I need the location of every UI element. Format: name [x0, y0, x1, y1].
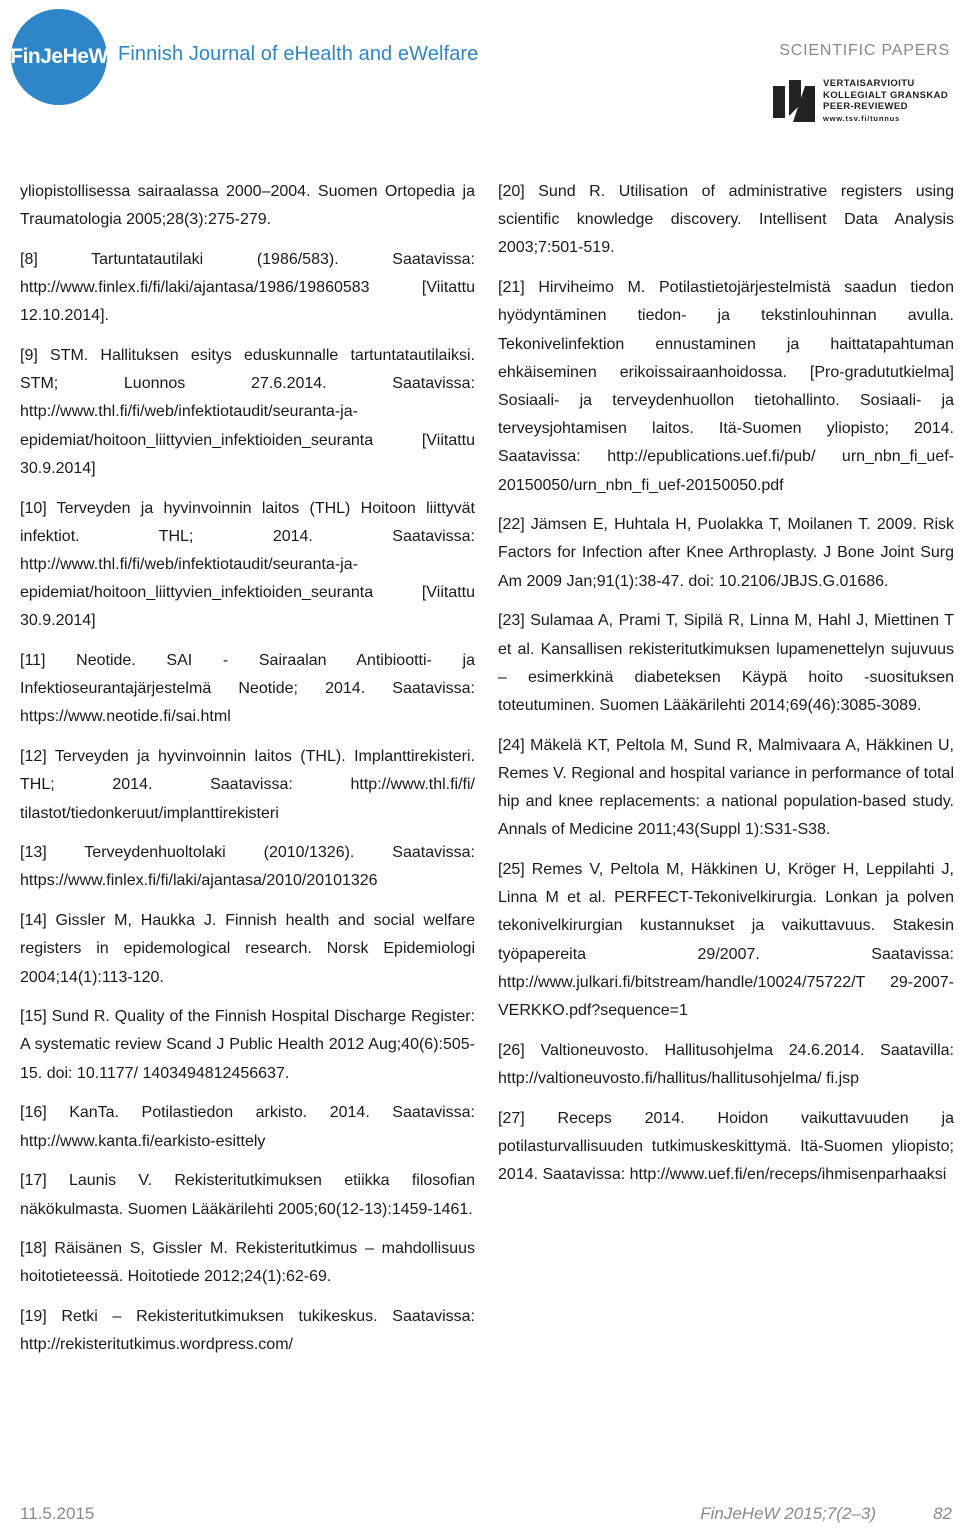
reference-text: [16] KanTa. Potilastiedon arkisto. 2014. Saatavissa: http://www.kanta.fi/earkisto-esittely — [20, 1104, 475, 1150]
reference-entry — [20, 1099, 475, 1155]
logo-text: FinJeHeW — [10, 45, 108, 68]
reference-text: [19] Retki – Rekisteritutkimuksen tukikeskus. Saatavissa: http://rekisteritutkimus.wordpress.com/ — [20, 1308, 475, 1354]
reference-text: [22] Jämsen E, Huhtala H, Puolakka T, Moilanen T. 2009. Risk Factors for Infection after Knee Arthroplasty. J Bone Joint Surg Am 2009 Jan;91(1):38-47. doi: 10.2106/JBJS.G.01686. — [498, 516, 954, 590]
reference-text: [26] Valtioneuvosto. Hallitusohjelma 24.6.2014. Saatavilla: http://valtioneuvosto.fi/hallitus/hallitusohjelma/ fi.jsp — [498, 1041, 954, 1087]
peer-review-line: PEER-REVIEWED — [823, 101, 908, 112]
reference-text: [9] STM. Hallituksen esitys eduskunnalle tartuntatautilaiksi. STM; Luonnos 27.6.2014. Saatavissa: http://www.thl.fi/fi/web/infektiotaudit/seuranta-ja-epidemiat/hoitoon_liittyvien_infektioiden_seuranta [Viitattu 30.9.2014] — [20, 347, 475, 477]
reference-entry — [498, 732, 954, 845]
reference-text: [25] Remes V, Peltola M, Häkkinen U, Kröger H, Leppilahti J, Linna M et al. PERFECT-Tekonivelkirurgia. Lonkan ja polven tekonivelkirurgian kustannukset ja vaikuttavuus. Stakesin työpapereita 29/2007. Saatavissa: http://www.julkari.fi/bitstream/handle/10024/75722/T 29-2007-VERKKO.pdf?sequence=1 — [498, 860, 954, 1019]
reference-entry — [498, 1037, 954, 1093]
reference-text: [12] Terveyden ja hyvinvoinnin laitos (THL). Implanttirekisteri. THL; 2014. Saatavissa: http://www.thl.fi/fi/ tilastot/tiedonkeruut/implanttirekisteri — [20, 748, 475, 822]
reference-text: [14] Gissler M, Haukka J. Finnish health and social welfare registers in epidemological research. Norsk Epidemiologi 2004;14(1):113-120. — [20, 912, 475, 986]
reference-entry — [498, 178, 954, 263]
reference-entry — [20, 1167, 475, 1223]
peer-review-mark-icon — [771, 78, 817, 124]
journal-logo — [11, 9, 107, 105]
reference-text: [20] Sund R. Utilisation of administrative registers using scientific knowledge discovery. Intellisent Data Analysis 2003;7:501-519. — [498, 183, 954, 257]
reference-entry — [20, 342, 475, 483]
reference-text: [18] Räisänen S, Gissler M. Rekisteritutkimus – mahdollisuus hoitotieteessä. Hoitotiede 2012;24(1):62-69. — [20, 1240, 475, 1286]
reference-entry — [498, 1105, 954, 1190]
reference-text: [11] Neotide. SAI - Sairaalan Antibiootti- ja Infektioseurantajärjestelmä Neotide; 2014. Saatavissa: https://www.neotide.fi/sai.html — [20, 652, 475, 726]
page-footer — [0, 1500, 960, 1528]
journal-name: Finnish Journal of eHealth and eWelfare — [118, 43, 479, 65]
reference-entry — [498, 274, 954, 500]
reference-text: [17] Launis V. Rekisteritutkimuksen etiikka filosofian näkökulmasta. Suomen Lääkärilehti 2005;60(12-13):1459-1461. — [20, 1172, 475, 1218]
reference-entry — [20, 495, 475, 636]
reference-entry — [498, 511, 954, 596]
reference-entry — [498, 607, 954, 720]
reference-text: [15] Sund R. Quality of the Finnish Hospital Discharge Register: A systematic review Scand J Public Health 2012 Aug;40(6):505-15. doi: 10.1177/ 1403494812456637. — [20, 1008, 475, 1082]
reference-entry — [20, 907, 475, 992]
reference-text: [23] Sulamaa A, Prami T, Sipilä R, Linna M, Hahl J, Miettinen T et al. Kansallisen rekisteritutkimuksen lupamenettelyn sujuvuus – esimerkkinä diabeteksen Käypä hoito -suosituksen toteutuminen. Suomen Lääkärilehti 2014;69(46):3085-3089. — [498, 612, 954, 714]
reference-entry — [20, 647, 475, 732]
page-header — [0, 0, 960, 140]
reference-text: [24] Mäkelä KT, Peltola M, Sund R, Malmivaara A, Häkkinen U, Remes V. Regional and hospital variance in performance of total hip and knee replacements: a national population-based study. Annals of Medicine 2011;43(Suppl 1):S31-S38. — [498, 736, 954, 839]
reference-entry — [20, 839, 475, 895]
reference-entry — [20, 1235, 475, 1291]
peer-review-line: VERTAISARVIOITU — [823, 78, 915, 89]
footer-page-number: 82 — [933, 1504, 952, 1523]
reference-text: [13] Terveydenhuoltolaki (2010/1326). Saatavissa: https://www.finlex.fi/fi/laki/ajantasa/2010/20101326 — [20, 844, 475, 890]
footer-journal-citation: FinJeHeW 2015;7(2–3) — [700, 1504, 876, 1523]
reference-entry — [498, 856, 954, 1025]
references-right-column — [498, 178, 954, 1201]
reference-text: [8] Tartuntatautilaki (1986/583). Saatavissa: http://www.finlex.fi/fi/laki/ajantasa/1986/19860583 [Viitattu 12.10.2014]. — [20, 250, 475, 325]
reference-text: [21] Hirviheimo M. Potilastietojärjestelmistä saadun tiedon hyödyntäminen tiedon- ja tekstinlouhinnan avulla. Tekonivelinfektion ennustaminen ja haittatapahtuman ehkäiseminen erikoissairaanhoidossa. [Pro-gradututkielma] Sosiaali- ja terveydenhuollon tietohallinto. Sosiaali- ja terveysjohtamisen laitos. Itä-Suomen yliopisto; 2014. Saatavissa: http://epublications.uef.fi/pub/ urn_nbn_fi_uef-20150050/urn_nbn_fi_uef-20150050.pdf — [498, 279, 954, 494]
references-left-column — [20, 178, 475, 1371]
section-label: SCIENTIFIC PAPERS — [779, 42, 950, 59]
reference-text: [27] Receps 2014. Hoidon vaikuttavuuden ja potilasturvallisuuden tutkimuskeskittymä. Itä-Suomen yliopisto; 2014. Saatavissa: http://www.uef.fi/en/receps/ihmisenparhaaksi — [498, 1109, 954, 1183]
reference-entry — [20, 246, 475, 331]
peer-review-text — [823, 78, 948, 124]
peer-review-line: KOLLEGIALT GRANSKAD — [823, 89, 949, 101]
footer-date: 11.5.2015 — [20, 1504, 95, 1523]
reference-text: yliopistollisessa sairaalassa 2000–2004. Suomen Ortopedia ja Traumatologia 2005;28(3):275-279. — [20, 183, 475, 229]
reference-entry — [20, 1303, 475, 1359]
peer-review-url: www.tsv.fi/tunnus — [823, 113, 900, 123]
reference-entry — [20, 178, 475, 234]
reference-text: [10] Terveyden ja hyvinvoinnin laitos (THL) Hoitoon liittyvät infektiot. THL; 2014. Saatavissa: http://www.thl.fi/fi/web/infektiotaudit/seuranta-ja-epidemiat/hoitoon_liittyvien_infektioiden_seuranta [Viitattu 30.9.2014] — [20, 499, 475, 630]
reference-entry — [20, 1003, 475, 1088]
reference-entry — [20, 743, 475, 828]
peer-review-badge — [771, 78, 959, 126]
